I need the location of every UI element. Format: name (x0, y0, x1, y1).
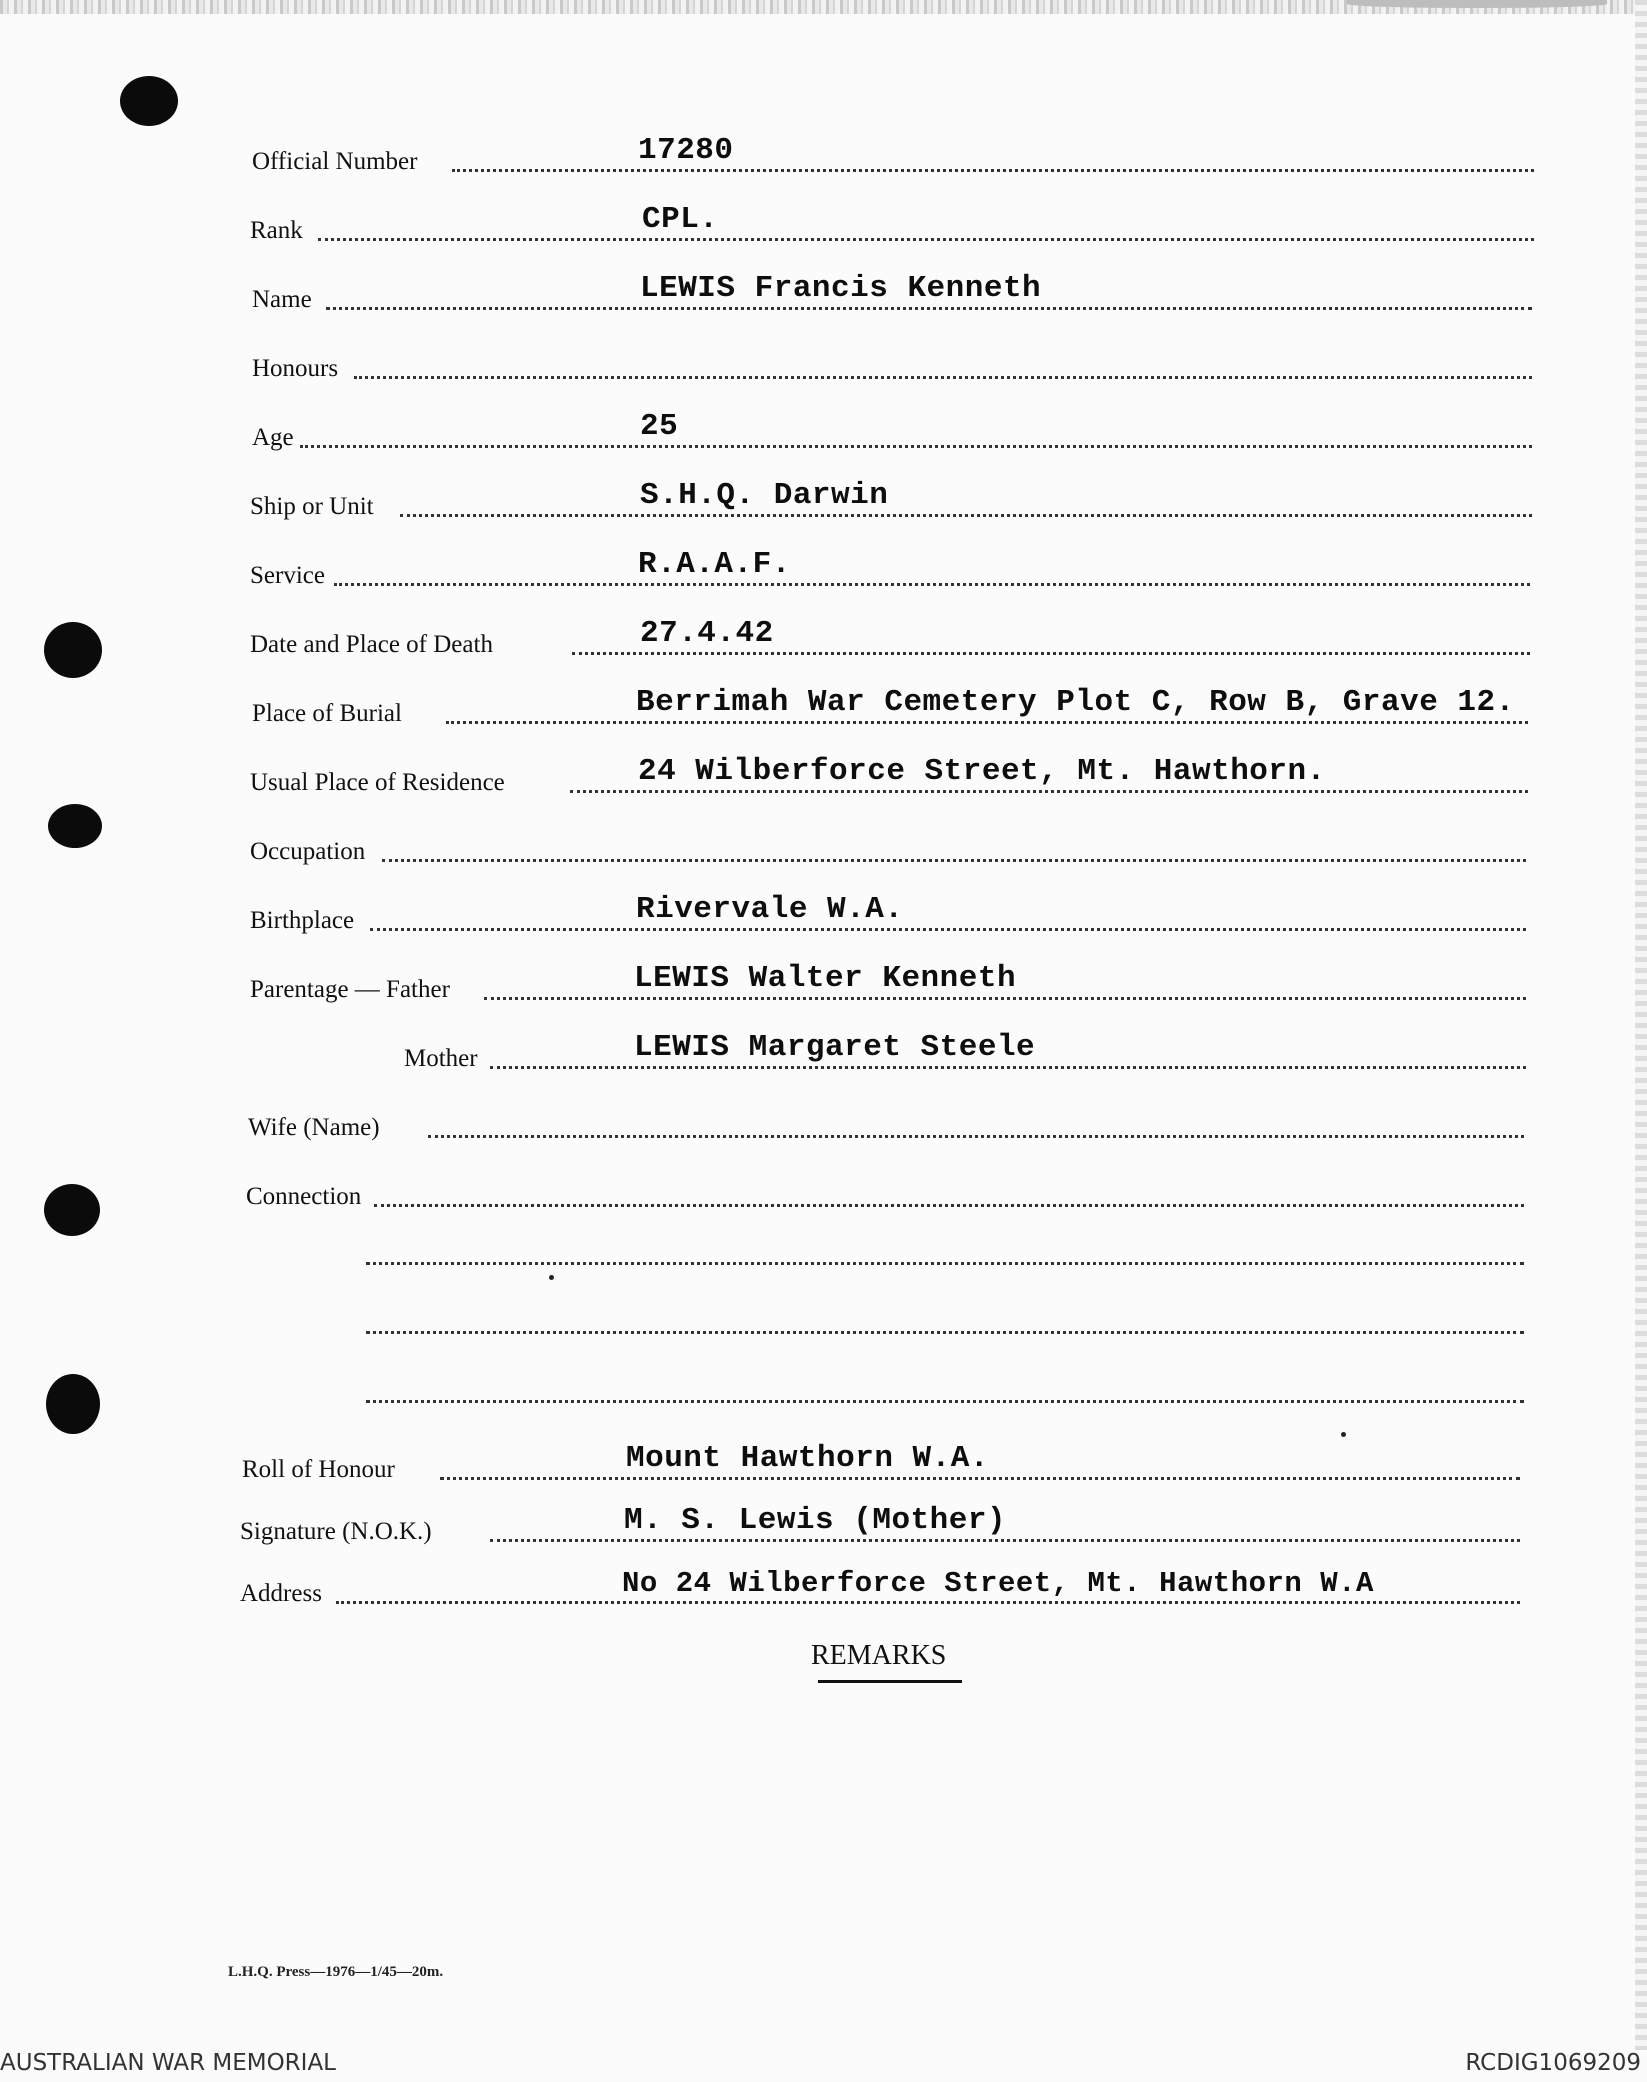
remarks-underline (818, 1680, 962, 1683)
footer-reference: RCDIG1069209 (1465, 2050, 1641, 2076)
place-of-burial-label: Place of Burial (252, 700, 402, 727)
blank-line (366, 1400, 1524, 1403)
row-service (0, 547, 1560, 594)
row-name (0, 271, 1560, 318)
row-place-of-burial (0, 685, 1580, 732)
signature-value: M. S. Lewis (Mother) (624, 1503, 1007, 1538)
row-signature (0, 1503, 1560, 1550)
row-age (0, 409, 1560, 456)
dotted-leader (300, 445, 1532, 448)
row-date-place-death (0, 616, 1560, 663)
blank-line (366, 1331, 1524, 1334)
address-value: No 24 Wilberforce Street, Mt. Hawthorn W.A (622, 1567, 1374, 1600)
row-birthplace (0, 892, 1560, 939)
name-value: LEWIS Francis Kenneth (640, 271, 1042, 306)
usual-residence-value: 24 Wilberforce Street, Mt. Hawthorn. (638, 754, 1326, 789)
blank-line (366, 1262, 1524, 1265)
ship-or-unit-value: S.H.Q. Darwin (640, 478, 889, 513)
official-number-value: 17280 (638, 133, 734, 168)
scan-edge-top (0, 0, 1647, 14)
father-label: Parentage — Father (250, 976, 450, 1003)
official-number-label: Official Number (252, 148, 418, 175)
punch-hole-top (120, 76, 178, 126)
rank-value: CPL. (642, 202, 719, 237)
row-father (0, 961, 1560, 1008)
date-place-death-value: 27.4.42 (640, 616, 774, 651)
rank-label: Rank (250, 217, 303, 244)
ship-or-unit-label: Ship or Unit (250, 493, 374, 520)
footer-institution: AUSTRALIAN WAR MEMORIAL (0, 2050, 336, 2076)
ink-speck (549, 1275, 554, 1280)
honours-label: Honours (252, 355, 339, 382)
mother-label: Mother (404, 1045, 478, 1072)
dotted-leader (326, 307, 1532, 310)
dotted-leader (570, 790, 1528, 793)
signature-label: Signature (N.O.K.) (240, 1518, 432, 1545)
row-official-number (0, 133, 1560, 180)
dotted-leader (490, 1066, 1526, 1069)
dotted-leader (490, 1539, 1520, 1542)
row-rank (0, 202, 1560, 249)
service-value: R.A.A.F. (638, 547, 791, 582)
date-place-death-label: Date and Place of Death (250, 631, 493, 658)
service-label: Service (250, 562, 325, 589)
roll-of-honour-label: Roll of Honour (242, 1456, 395, 1483)
wife-label: Wife (Name) (248, 1114, 380, 1141)
dotted-leader (446, 721, 1528, 724)
dotted-leader (370, 928, 1526, 931)
dotted-leader (382, 859, 1526, 862)
birthplace-value: Rivervale W.A. (636, 892, 904, 927)
roll-of-honour-value: Mount Hawthorn W.A. (626, 1441, 989, 1476)
row-wife (0, 1106, 1560, 1146)
scan-edge-right (1635, 0, 1647, 2050)
connection-label: Connection (246, 1183, 362, 1210)
dotted-leader (336, 1601, 1520, 1604)
row-connection (0, 1175, 1560, 1215)
dotted-leader (452, 169, 1534, 172)
address-label: Address (240, 1580, 322, 1607)
ink-speck (1341, 1432, 1346, 1437)
usual-residence-label: Usual Place of Residence (250, 769, 505, 796)
name-label: Name (252, 286, 312, 313)
printer-imprint: L.H.Q. Press—1976—1/45—20m. (228, 1964, 444, 1980)
row-honours (0, 347, 1560, 387)
dotted-leader (334, 583, 1530, 586)
remarks-heading: REMARKS (811, 1640, 947, 1671)
row-ship-or-unit (0, 478, 1560, 525)
dotted-leader (484, 997, 1526, 1000)
place-of-burial-value: Berrimah War Cemetery Plot C, Row B, Grave 12. (636, 685, 1515, 720)
age-label: Age (252, 424, 294, 451)
row-mother (0, 1030, 1560, 1077)
dotted-leader (400, 514, 1532, 517)
father-value: LEWIS Walter Kenneth (634, 961, 1017, 996)
row-occupation (0, 830, 1560, 870)
row-usual-residence (0, 754, 1560, 801)
dotted-leader (428, 1135, 1524, 1138)
mother-value: LEWIS Margaret Steele (634, 1030, 1036, 1065)
age-value: 25 (640, 409, 679, 444)
occupation-label: Occupation (250, 838, 366, 865)
punch-hole-bottom (46, 1374, 100, 1434)
birthplace-label: Birthplace (250, 907, 355, 934)
row-roll-of-honour (0, 1441, 1560, 1488)
dotted-leader (572, 652, 1530, 655)
dotted-leader (440, 1477, 1520, 1480)
dotted-leader (354, 376, 1532, 379)
dotted-leader (374, 1204, 1524, 1207)
row-address (0, 1567, 1560, 1612)
dotted-leader (318, 238, 1534, 241)
